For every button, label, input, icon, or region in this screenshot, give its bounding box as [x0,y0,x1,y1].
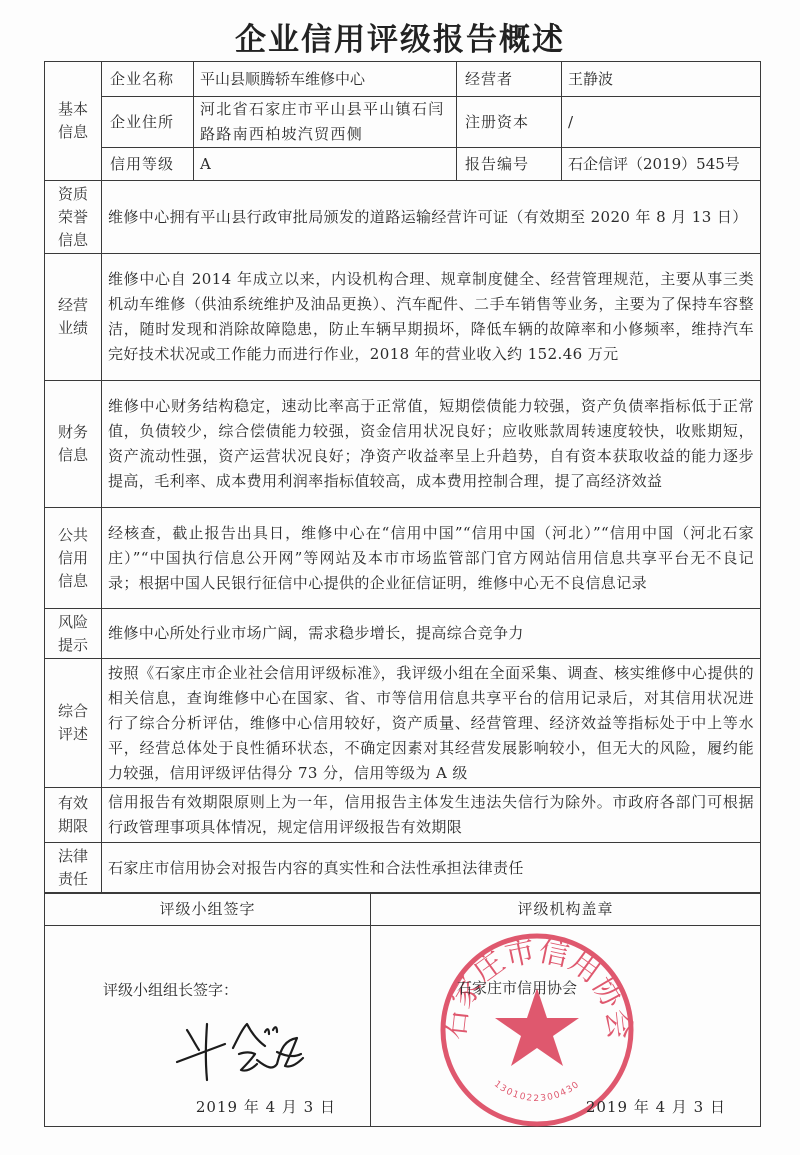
section-row [45,181,761,254]
section-text-performance: 维修中心自 2014 年成立以来，内设机构合理、规章制度健全、经营管理规范，主要从事三类机动车维修（供油系统维护及油品更换）、汽车配件、二手车销售等业务，主要为了保持车容整洁，随时发现和消除故障隐患，防止车辆早期损坏，降低车辆的故障率和小修频率，维持汽车完好技术状况或工作能力而进行作业，2018 年的营业收入约 152.46 万元 [102,254,761,381]
registered-capital-value: / [562,97,761,148]
section-label-qualification [45,181,102,254]
seal-arc-text: 石家庄市信用协会 [437,933,637,1042]
section-label-text: 公共信用信息 [57,525,88,590]
signature-body-row [45,926,761,1127]
page-title: 企业信用评级报告概述 [235,22,565,58]
section-label-text: 法律责任 [57,847,88,888]
section-row [45,381,761,508]
section-label-text: 风险提示 [57,612,88,654]
org-stamp-cell [371,926,761,1127]
section-label-text: 有效期限 [57,794,88,835]
section-label-text: 综合评述 [57,702,88,743]
operator-value: 王静波 [562,62,761,97]
section-label-text: 经营业绩 [57,296,88,337]
report-table [44,61,760,1127]
report-number-value: 石企信评（2019）545号 [562,148,761,181]
credit-rating-label: 信用等级 [102,148,194,181]
operator-label: 经营者 [457,62,562,97]
section-label-risk [45,609,102,659]
signature-header-row [45,893,761,926]
section-label-performance [45,254,102,381]
section-text-public-credit: 经核查，截止报告出具日，维修中心在“信用中国”“信用中国（河北）”“信用中国（河北石家庄）”“中国执行信息公开网”等网站及本市市场监管部门官方网站信用信息共享平台无不良记录；根据中国人民银行征信中心提供的企业征信证明，维修中心无不良信息记录 [102,508,761,609]
row-address [45,97,761,148]
row-credit-rating [45,148,761,181]
section-label-basic-info [45,62,102,181]
handwritten-signature [173,1018,313,1088]
section-label-text: 资质荣誉信息 [57,184,88,249]
row-company-name [45,62,761,97]
section-text-legal: 石家庄市信用协会对报告内容的真实性和合法性承担法律责任 [102,843,761,894]
org-stamp-date: 2019 年 4 月 3 日 [585,1098,726,1117]
section-row [45,843,761,894]
section-row [45,609,761,659]
section-label-text: 基本信息 [57,100,88,141]
section-row [45,659,761,788]
section-label-validity [45,788,102,843]
address-value: 河北省石家庄市平山县平山镇石闫路路南西柏坡汽贸西侧 [194,97,457,148]
team-signature-cell [45,926,371,1127]
section-text-risk: 维修中心所处行业市场广阔，需求稳步增长，提高综合竞争力 [102,609,761,659]
team-signature-date: 2019 年 4 月 3 日 [195,1098,336,1117]
section-text-summary: 按照《石家庄市企业社会信用评级标准》，我评级小组在全面采集、调查、核实维修中心提供的相关信息，查询维修中心在国家、省、市等信用信息共享平台的信用记录后，对其信用状况进行了综合分析评估，维修中心信用较好，资产质量、经营管理、经济效益等指标处于中上等水平，经营总体处于良性循环状态，不确定因素对其经营发展影响较小，但无大的风险，履约能力较强，信用评级评估得分 73 分，信用等级为 A 级 [102,659,761,788]
team-signature-header: 评级小组签字 [45,893,371,926]
section-row [45,788,761,843]
leader-signature-label: 评级小组组长签字： [103,981,239,1000]
address-label: 企业住所 [102,97,194,148]
registered-capital-label: 注册资本 [457,97,562,148]
section-label-public-credit [45,508,102,609]
section-row [45,254,761,381]
section-text-validity: 信用报告有效期限原则上为一年，信用报告主体发生违法失信行为除外。市政府各部门可根据行政管理事项具体情况，规定信用评级报告有效期限 [102,788,761,843]
section-text-financial: 维修中心财务结构稳定，速动比率高于正常值，短期偿债能力较强，资产负债率指标低于正常值，负债较少，综合偿债能力较强，资金信用状况良好；应收账款周转速度较快，收账期短，资产流动性强，资产运营状况良好；净资产收益率呈上升趋势，自有资本获取收益的能力逐步提高，毛利率、成本费用利润率指标值较高，成本费用控制合理，提了高经济效益 [102,381,761,508]
section-label-financial [45,381,102,508]
credit-rating-value: A [194,148,457,181]
section-text-qualification: 维修中心拥有平山县行政审批局颁发的道路运输经营许可证（有效期至 2020 年 8 月 13 日） [102,181,761,254]
company-name-label: 企业名称 [102,62,194,97]
seal-number: 1301022300430 [491,1079,583,1105]
company-name-value: 平山县顺腾轿车维修中心 [194,62,457,97]
org-name: 石家庄市信用协会 [457,979,578,998]
section-row [45,508,761,609]
section-label-summary [45,659,102,788]
org-stamp-header: 评级机构盖章 [371,893,761,926]
section-label-legal [45,843,102,894]
report-number-label: 报告编号 [457,148,562,181]
section-label-text: 财务信息 [57,423,88,464]
